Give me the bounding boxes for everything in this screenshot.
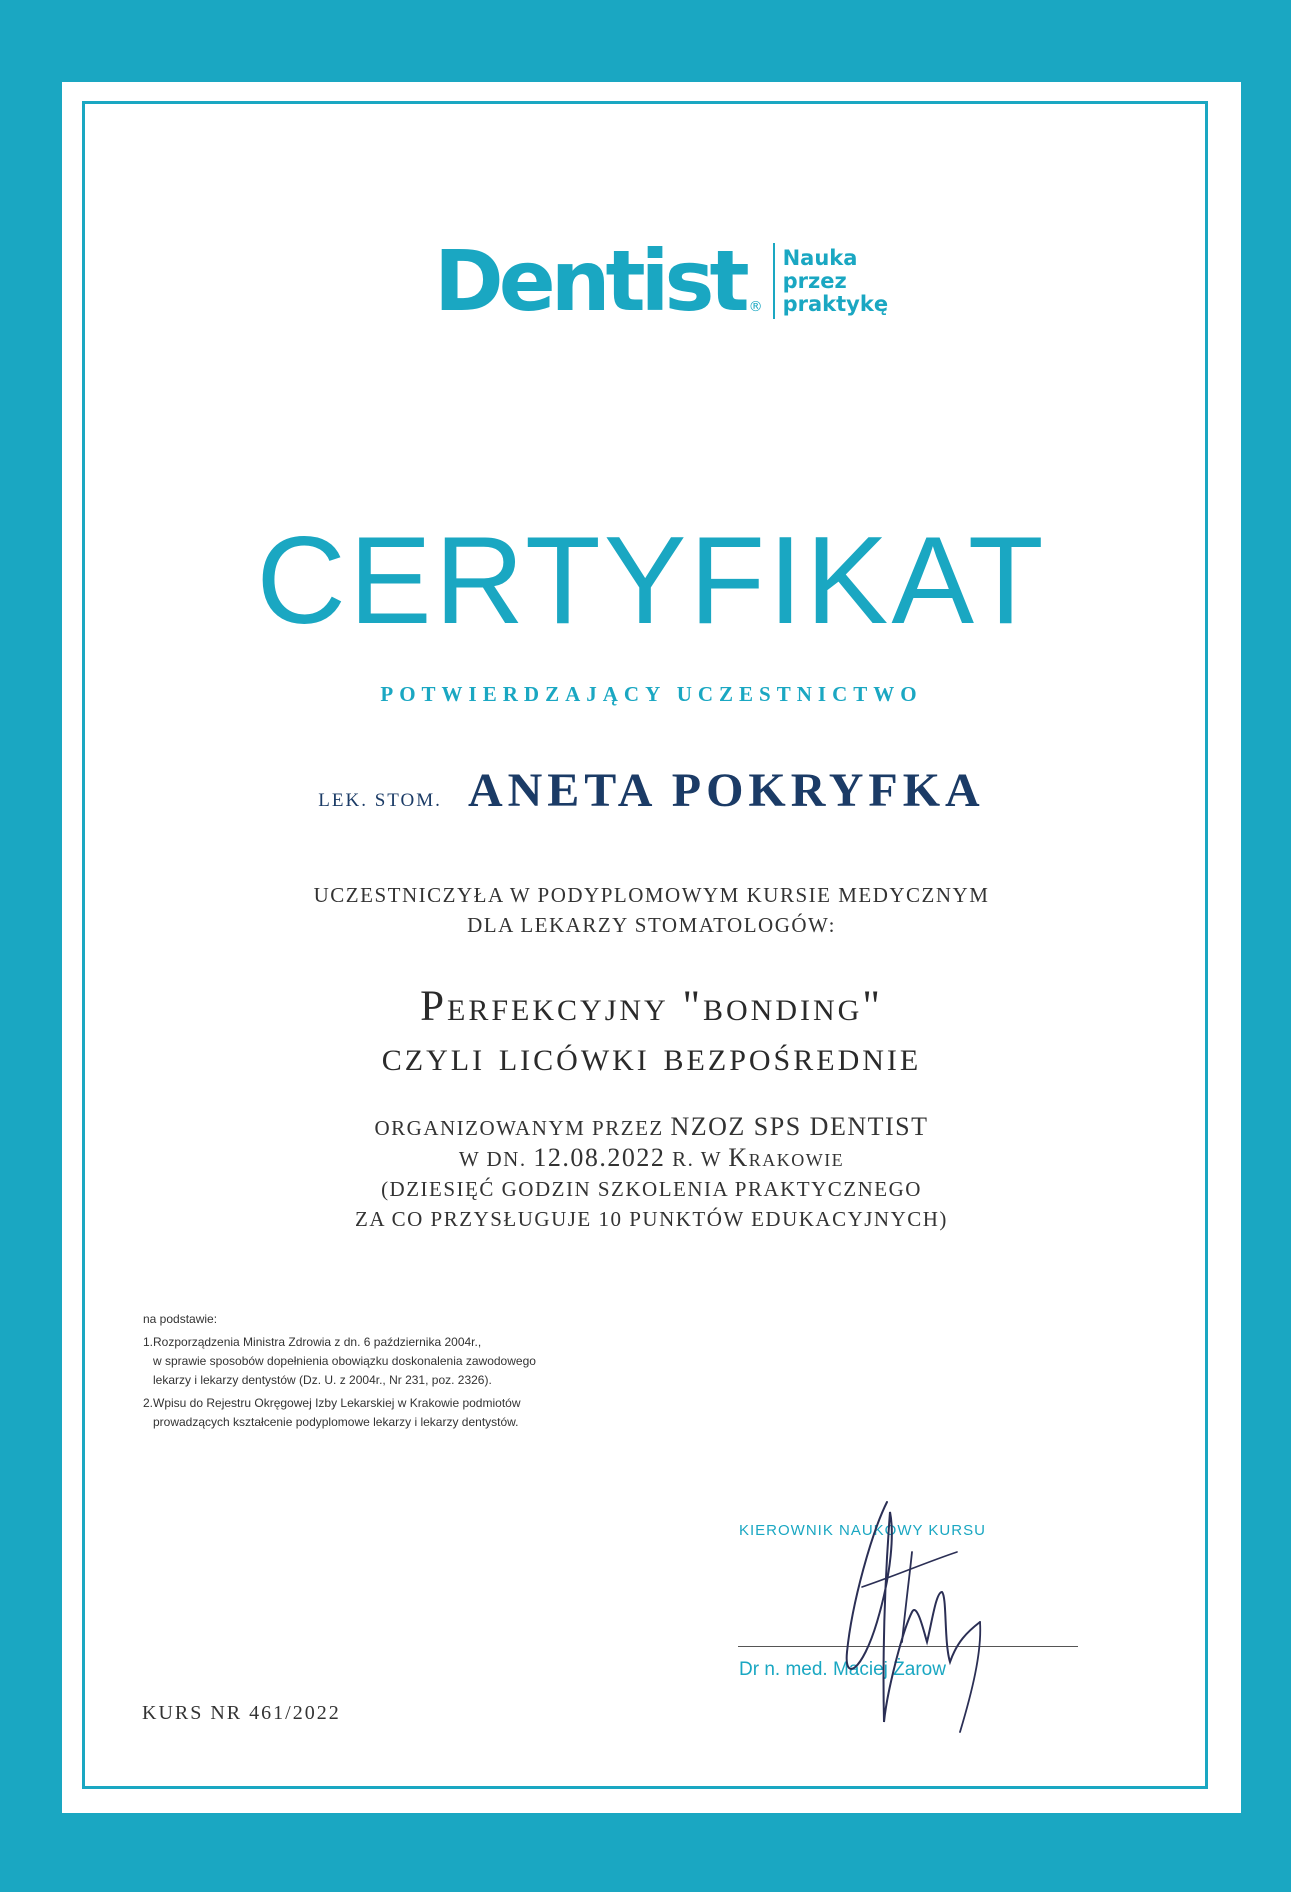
points-line: ZA CO PRZYSŁUGUJE 10 PUNKTÓW EDUKACYJNYCH) [355,1207,948,1231]
signatory-name: Dr n. med. Maciej Żarow [739,1659,946,1680]
legal-intro: na podstawie: [143,1312,218,1326]
date-prefix: W DN. [458,1147,527,1171]
logo-divider [773,243,775,319]
legal-item-line: prowadzących kształcenie podyplomowe lekarzy i lekarzy dentystów. [153,1415,519,1429]
recipient-name: ANETA POKRYFKA [467,764,985,817]
recipient-prefix: LEK. STOM. [318,790,442,811]
legal-item-line: 2.Wpisu do Rejestru Okręgowej Izby Lekarskiej w Krakowie podmiotów [143,1396,521,1410]
certificate-subtitle: POTWIERDZAJĄCY UCZESTNICTWO [380,682,923,706]
logo-slogan [783,247,888,316]
legal-item-line: 1.Rozporządzenia Ministra Zdrowia z dn. 6 października 2004r., [143,1335,482,1349]
organizer-name: NZOZ SPS DENTIST [670,1112,929,1141]
legal-item-line: w sprawie sposobów dopełnienia obowiązku doskonalenia zawodowego [153,1354,536,1368]
course-title [62,982,1241,1082]
registered-mark: ® [748,299,763,315]
course-date: 12.08.2022 [533,1143,666,1172]
date-connector: R. W [672,1147,722,1171]
course-number: KURS NR 461/2022 [142,1702,341,1724]
logo-wordmark: Dentist [434,232,745,330]
slogan-line: praktykę [782,291,889,316]
participation-line: UCZESTNICZYŁA W PODYPLOMOWYM KURSIE MEDYCZNYM [313,883,990,907]
legal-item-line: lekarzy i lekarzy dentystów (Dz. U. z 2004r., Nr 231, poz. 2326). [153,1373,492,1387]
participation-text [62,880,1241,940]
organizer-prefix: ORGANIZOWANYM PRZEZ [374,1116,664,1140]
course-title-line: Perfekcyjny "bonding" [420,983,883,1030]
date-line [62,1143,1241,1174]
certificate-title: CERTYFIKAT [256,512,1047,650]
slogan-line: Nauka [782,245,858,270]
handwritten-signature [832,1492,1012,1742]
course-title-line: czyli licówki bezpośrednie [381,1033,922,1080]
recipient [62,764,1241,817]
organizer-line [62,1112,1241,1143]
signatory-role: KIEROWNIK NAUKOWY KURSU [739,1522,986,1539]
participation-line: DLA LEKARZY STOMATOLOGÓW: [467,913,836,937]
dentist-logo [434,232,889,330]
organization-text [62,1112,1241,1234]
course-city: Krakowie [728,1143,845,1172]
legal-basis [143,1310,536,1436]
legal-item [143,1394,536,1432]
certificate-paper [62,82,1241,1813]
certificate-frame [82,101,1208,1789]
slogan-line: przez [782,268,847,293]
hours-line: (DZIESIĘĆ GODZIN SZKOLENIA PRAKTYCZNEGO [381,1177,922,1201]
legal-item [143,1333,536,1390]
